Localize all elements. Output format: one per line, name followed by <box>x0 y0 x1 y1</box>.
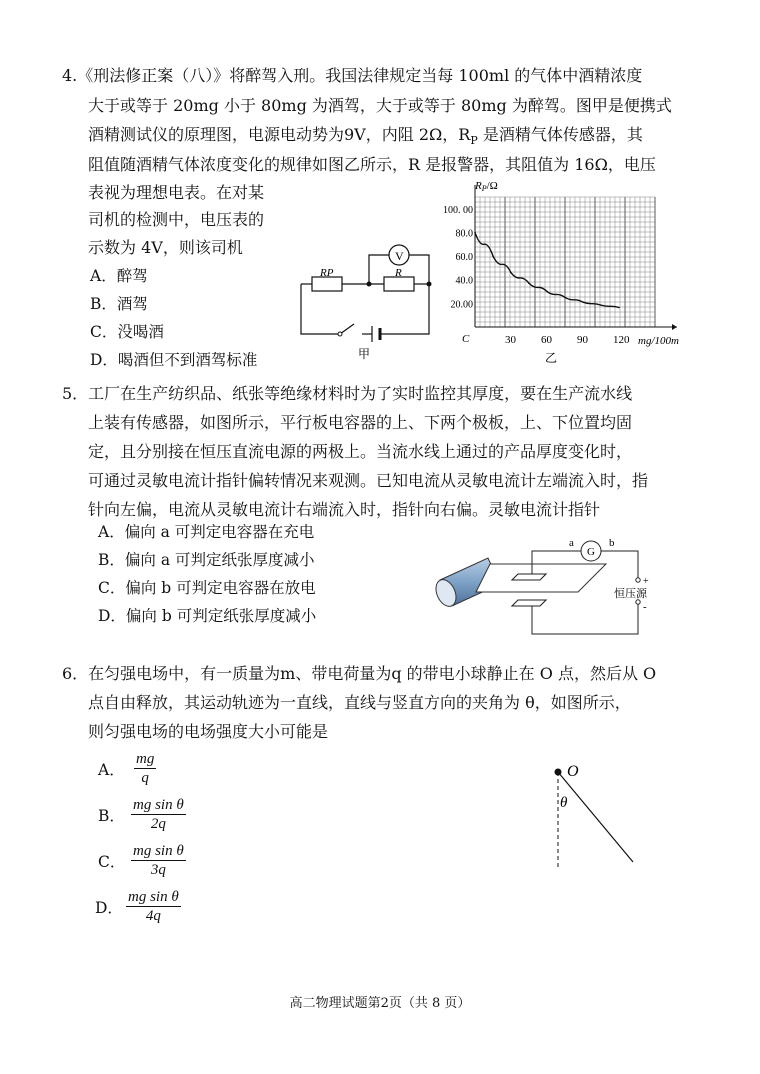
data-point <box>546 291 548 293</box>
q5-option-c: C．偏向 b 可判定电容器在放电 <box>98 579 316 597</box>
page-footer: 高二物理试题第2页（共 8 页） <box>289 996 471 1011</box>
x-tick-label: 120 <box>613 334 630 346</box>
y-tick-label: 20.00 <box>450 299 473 311</box>
q4-line-1: 4.《刑法修正案（八）》将醉驾入刑。我国法律规定当每 100ml 的气体中酒精浓度 <box>62 66 643 85</box>
angle-theta-label: θ <box>560 795 568 811</box>
plus-label: + <box>643 576 649 587</box>
data-point <box>564 297 566 299</box>
q6-option-c-fraction: $\frac{\text{mg sin θ}}{3q}$ <box>133 843 184 878</box>
data-point <box>492 255 494 257</box>
chart-caption: 乙 <box>545 351 558 365</box>
data-point <box>474 232 476 234</box>
chart-ylabel: RP/Ω <box>475 180 498 193</box>
q4-option-a: A．醉驾 <box>90 267 148 285</box>
q6-option-a-letter: A． <box>98 761 125 779</box>
q4-line-3: 酒精测试仪的原理图，电源电动势为9V，内阻 2Ω，$R_P$ 是酒精气体传感器，其 <box>88 125 643 148</box>
circuit-caption: 甲 <box>358 347 371 361</box>
x-tick-label: 30 <box>505 334 516 346</box>
terminal-a-label: a <box>569 537 574 549</box>
q6-line-2: 点自由释放，其运动轨迹为一直线，直线与竖直方向的夹角为 θ，如图所示， <box>88 693 631 712</box>
data-point <box>618 307 620 309</box>
y-tick-label: 60.0 <box>455 252 473 264</box>
q5-option-a: A．偏向 a 可判定电容器在充电 <box>98 523 315 541</box>
x-tick-label: 90 <box>577 334 588 346</box>
q6-option-a-fraction: $\frac{mg}{q}$ <box>136 751 155 786</box>
terminal-b-label: b <box>609 537 615 549</box>
source-label: 恒压源 <box>614 588 647 600</box>
q4-line-4: 阻值随酒精气体浓度变化的规律如图乙所示，R 是报警器，其阻值为 16Ω，电压 <box>88 155 656 174</box>
chart-ticks <box>443 205 630 346</box>
q4-line-2: 大于或等于 20mg 小于 80mg 为酒驾，大于或等于 80mg 为醉驾。图甲是便携式 <box>88 96 672 115</box>
circuit-diagram-jia <box>292 232 442 372</box>
q4-option-b: B．酒驾 <box>90 295 148 313</box>
x-tick-label: 60 <box>541 334 552 346</box>
q5-line-1: 5．工厂在生产纺织品、纸张等绝缘材料时为了实时监控其厚度，要在生产流水线 <box>62 384 633 403</box>
q4-line-7: 示数为 4V，则该司机 <box>88 238 243 257</box>
chart-grid <box>475 197 655 327</box>
galvanometer-label: G <box>587 546 595 558</box>
q6-line-3: 则匀强电场的电场强度大小可能是 <box>88 722 329 741</box>
q5-line-3: 定，且分别接在恒压直流电源的两极上。当流水线上通过的产品厚度变化时， <box>88 442 633 461</box>
paper-sheet <box>476 564 606 592</box>
q6-line-1: 6．在匀强电场中，有一质量为m、带电荷量为q 的带电小球静止在 O 点，然后从 O <box>62 664 657 683</box>
q4-option-d: D．喝酒但不到酒驾标准 <box>90 351 258 369</box>
trajectory-figure <box>540 756 650 876</box>
voltmeter-label: V <box>395 249 404 263</box>
x-axis-arrow <box>672 324 677 330</box>
q5-option-b: B．偏向 a 可判定纸张厚度减小 <box>98 551 315 569</box>
trajectory-line <box>558 772 633 862</box>
source-positive-terminal <box>636 578 640 582</box>
q5-line-2: 上装有传感器，如图所示，平行板电容器的上、下两个极板，上、下位置均固 <box>88 413 633 432</box>
lower-plate <box>512 600 546 606</box>
q5-line-4: 可通过灵敏电流计指针偏转情况来观测。已知电流从灵敏电流计左端流入时，指 <box>88 471 649 490</box>
y-tick-label: 80.0 <box>455 228 473 240</box>
y-tick-label: 40.0 <box>455 275 473 287</box>
q5-line-5: 针向左偏，电流从灵敏电流计右端流入时，指针向右偏。灵敏电流计指针 <box>88 500 601 519</box>
q6-option-d-letter: D． <box>95 899 123 917</box>
q4-line-6: 司机的检测中，电压表的 <box>88 210 265 229</box>
rp-label: RP <box>320 267 334 279</box>
y-tick-label: 100. 00 <box>443 204 473 216</box>
rp-curve <box>475 232 619 307</box>
point-o-label: O <box>567 763 579 780</box>
q6-option-b-fraction: $\frac{\text{mg sin θ}}{2q}$ <box>133 797 184 832</box>
capacitor-sensor-figure <box>428 534 648 640</box>
q4-line-5: 表视为理想电表。在对某 <box>88 183 265 202</box>
rp-concentration-chart <box>425 172 695 372</box>
q4-option-c: C．没喝酒 <box>90 323 164 341</box>
q6-option-d-fraction: $\frac{\text{mg sin θ}}{4q}$ <box>128 889 179 924</box>
q6-option-b-letter: B． <box>98 807 125 825</box>
chart-xlabel: mg/100m <box>638 335 679 347</box>
source-negative-terminal <box>636 600 640 604</box>
data-point <box>528 282 530 284</box>
q6-option-c-letter: C． <box>98 853 126 871</box>
r-label: R <box>395 267 402 279</box>
data-point <box>600 304 602 306</box>
chart-origin-label: C <box>462 333 470 345</box>
minus-label: - <box>643 601 647 613</box>
data-point <box>582 301 584 303</box>
data-point <box>510 272 512 274</box>
q5-option-d: D．偏向 b 可判定纸张厚度减小 <box>98 607 317 625</box>
